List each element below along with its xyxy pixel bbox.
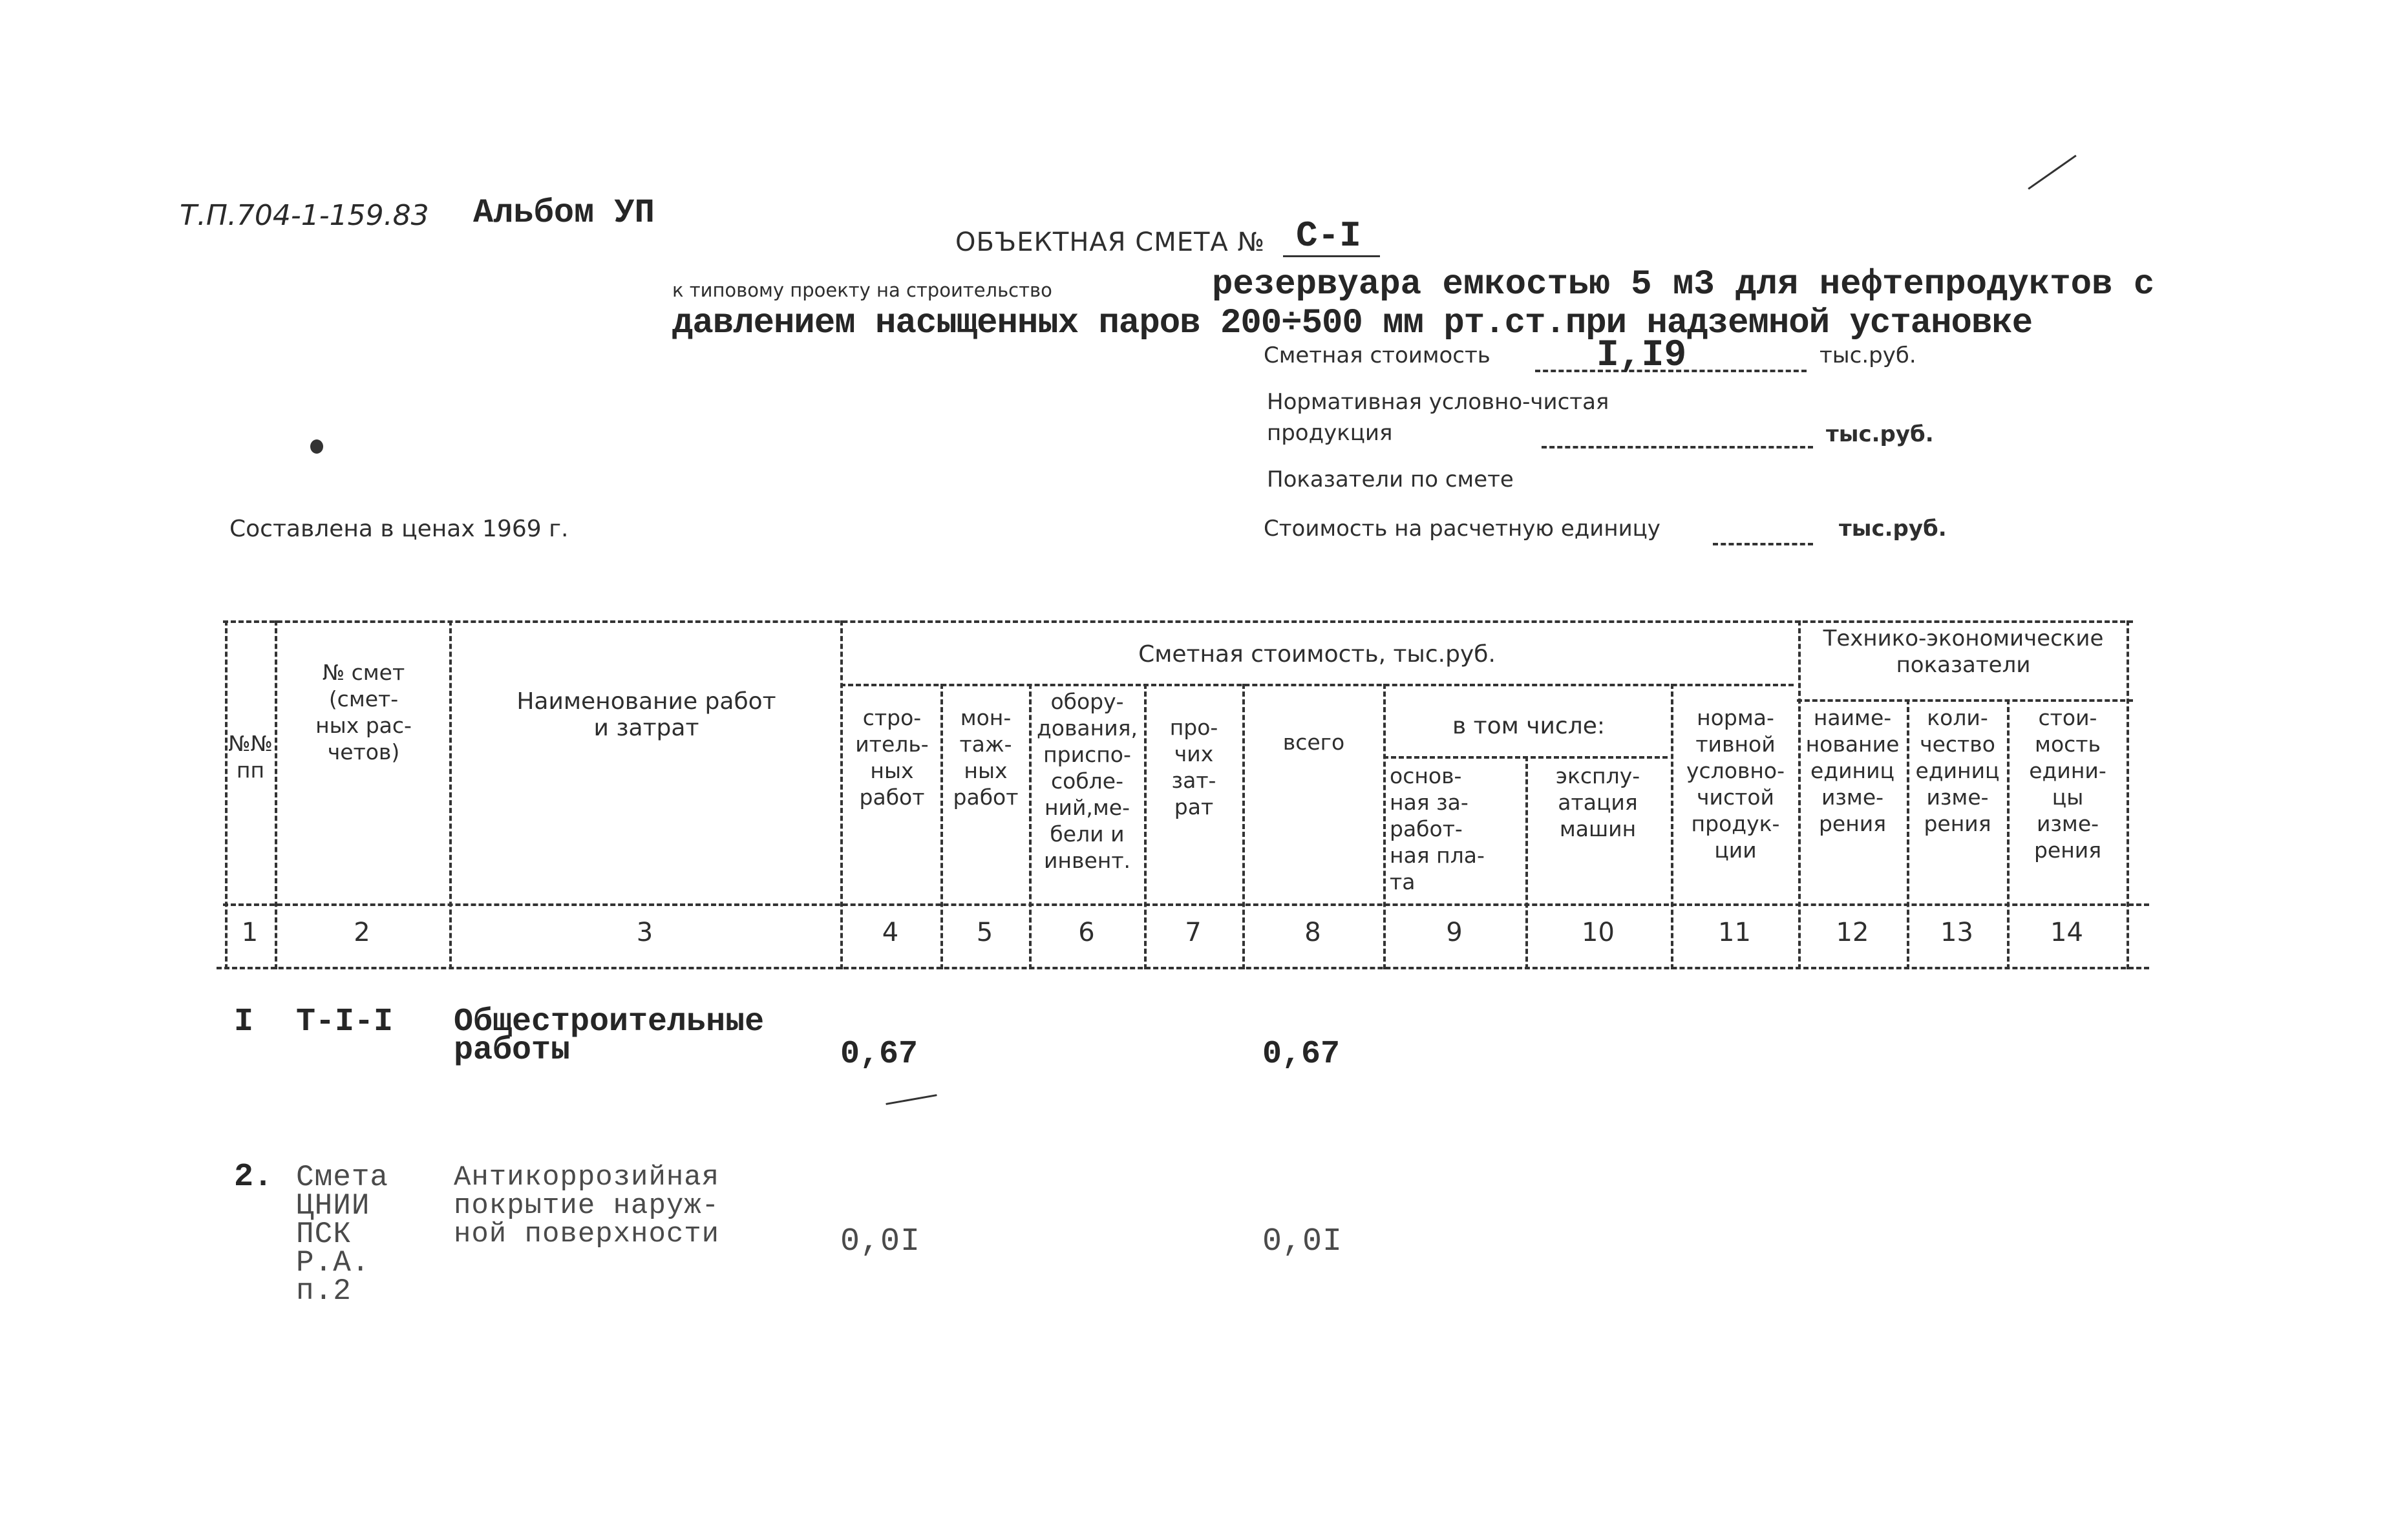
header-num: №№ пп — [228, 731, 273, 783]
row-num: I — [234, 1004, 254, 1040]
header-name: Наименование работ и затрат — [516, 688, 776, 741]
document-title: ОБЪЕКТНАЯ СМЕТА № — [955, 227, 1266, 257]
scan-mark — [886, 1094, 937, 1105]
row-name: Антикоррозийная покрытие наруж- ной поверхности — [454, 1161, 720, 1250]
row-estimate: Т-I-I — [296, 1004, 394, 1040]
header-normative: норма- тивной условно- чистой продук- ции — [1686, 705, 1785, 863]
document-reference: Т.П.704-1-159.83 — [180, 199, 429, 232]
project-prefix: к типовому проекту на строительство — [672, 279, 1052, 301]
header-equipment: обору- дования, приспо- собле- ний,ме- бели и инвент. — [1036, 689, 1138, 873]
indicators-label: Показатели по смете — [1267, 467, 1514, 492]
unit-cost-label: Стоимость на расчетную единицу — [1264, 516, 1660, 542]
header-other: про- чих зат- рат — [1169, 715, 1218, 819]
header-tech-group: Технико-экономические показатели — [1823, 626, 2104, 678]
col-number: 3 — [636, 918, 653, 947]
scan-speck — [310, 439, 323, 454]
col-number: 9 — [1446, 918, 1463, 947]
norm-label-2: продукция — [1267, 420, 1393, 446]
col-number: 4 — [882, 918, 899, 947]
project-line-2: давлением насыщенных паров 200÷500 мм рт.ст.при надземной установке — [672, 304, 2033, 343]
col-number: 14 — [2050, 918, 2083, 947]
header-unit-qty: коли- чество единиц изме- рения — [1915, 705, 2000, 836]
header-total: всего — [1282, 730, 1345, 755]
header-base-salary: основ- ная за- работ- ная пла- та — [1390, 763, 1485, 894]
prices-note: Составлена в ценах 1969 г. — [229, 516, 569, 542]
header-installation: мон- таж- ных работ — [953, 705, 1019, 810]
col-number: 11 — [1718, 918, 1751, 947]
row-total: 0,67 — [1262, 1036, 1341, 1073]
cost-unit: тыс.руб. — [1819, 343, 1916, 368]
estimate-number-underline — [1283, 255, 1380, 257]
row-construction: 0,0I — [840, 1223, 921, 1260]
header-cost-group: Сметная стоимость, тыс.руб. — [1138, 641, 1496, 668]
col-number: 6 — [1078, 918, 1095, 947]
col-number: 13 — [1940, 918, 1973, 947]
album-label: Альбом УП — [473, 194, 655, 232]
header-construction: стро- итель- ных работ — [855, 705, 929, 810]
project-line-1: резервуара емкостью 5 м3 для нефтепродуктов с — [1212, 265, 2155, 304]
col-number: 2 — [354, 918, 370, 947]
unit-cost-dash-line — [1713, 543, 1813, 545]
row-estimate: Смета ЦНИИ ПСК Р.А. п.2 — [296, 1161, 389, 1308]
col-number: 10 — [1582, 918, 1615, 947]
row-num: 2. — [234, 1159, 273, 1196]
row-construction: 0,67 — [840, 1036, 918, 1073]
col-number: 8 — [1304, 918, 1321, 947]
col-number: 12 — [1836, 918, 1869, 947]
header-unit-cost: стои- мость едини- цы изме- рения — [2029, 705, 2106, 863]
unit-cost-unit: тыс.руб. — [1839, 516, 1947, 542]
estimate-number: С-I — [1296, 215, 1361, 257]
row-name: Общестроительные работы — [454, 1004, 765, 1069]
norm-unit: тыс.руб. — [1826, 421, 1934, 447]
header-incl: в том числе: — [1452, 713, 1605, 739]
norm-dash-line — [1542, 446, 1813, 448]
header-unit-name: наиме- нование единиц изме- рения — [1805, 705, 1900, 836]
header-estimate-no: № смет (смет- ных рас- четов) — [315, 660, 412, 765]
scan-mark — [2028, 154, 2076, 189]
cost-value: I,I9 — [1597, 335, 1687, 377]
cost-label: Сметная стоимость — [1264, 343, 1491, 368]
header-machine: эксплу- атация машин — [1555, 763, 1640, 841]
col-number: 5 — [976, 918, 993, 947]
col-number: 7 — [1185, 918, 1202, 947]
row-total: 0,0I — [1262, 1223, 1343, 1260]
norm-label-1: Нормативная условно-чистая — [1267, 389, 1609, 415]
col-number: 1 — [241, 918, 259, 947]
